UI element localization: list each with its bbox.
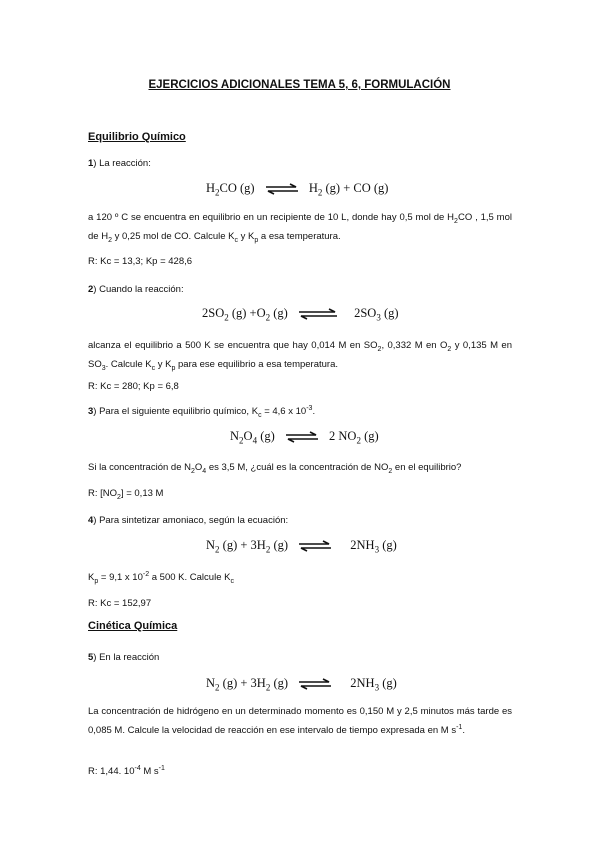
exercise-5-answer-unit-exponent: -1	[158, 764, 165, 772]
exercise-5-answer-unit: M s	[140, 766, 159, 777]
exercise-5-intro	[88, 648, 159, 667]
exercise-3-number: 3	[88, 406, 94, 417]
exercise-3-statement: Si la concentración de $N_2O_4$ es 3,5 M, ¿cuál es la concentración de $NO_2$ en el equilibrio?	[88, 462, 462, 475]
equilibrium-arrow-icon	[297, 540, 333, 552]
exercise-3-intro: 3) Para el siguiente equilibrio químico, $K_c = 4,6$ x $10^{-3}$.	[88, 404, 316, 419]
exercise-4-intro	[88, 511, 288, 530]
exercise-1-intro	[88, 154, 151, 173]
exercise-2-intro-text: ) Cuando la reacción:	[93, 284, 184, 295]
equation-4: $N_2$ $(g) + 3H_2$ (g) $2NH_3$ (g)	[206, 538, 397, 555]
exercise-5-intro-text: ) En la reacción	[93, 652, 160, 663]
equilibrium-arrow-icon	[264, 183, 300, 195]
exercise-3-kc: = 4,6 x 10	[261, 406, 307, 417]
exercise-4-statement: $K_p = 9,1$ x $10^{-2}$ a 500 K. Calcule $K_c$	[88, 570, 234, 585]
equilibrium-arrow-icon	[284, 431, 320, 443]
exercise-4-number: 4	[88, 515, 94, 526]
exercise-5-number: 5	[88, 652, 94, 663]
exercise-5-answer-exponent: -4	[134, 764, 141, 772]
equilibrium-arrow-icon	[297, 308, 339, 320]
exercise-2-statement: alcanza el equilibrio a 500 K se encuentra que hay 0,014 M en $SO_2$, 0,332 M en $O_2$ y 0,135 M en $SO_3$. Calcule $K_c$ y $K_p$ para ese equilibrio a esa temperatura.	[88, 340, 512, 372]
exercise-1-number: 1	[88, 158, 94, 169]
exercise-1-answer: R: Kc = 13,3; Kp = 428,6	[88, 256, 193, 267]
exercise-1-intro-text: ) La reacción:	[93, 158, 151, 169]
exercise-5-answer	[88, 762, 165, 781]
equation-2: $2SO_2$ $(g) +O_2$ (g) $2SO_3$ (g)	[202, 306, 399, 323]
equation-3: $N_2O_4$ (g) 2 $NO_2$ (g)	[230, 429, 379, 446]
section-heading-cinetica: Cinética Química	[88, 620, 178, 632]
exercise-1-statement: a 120 º C se encuentra en equilibrio en un recipiente de 10 L, donde hay 0,5 mol de $H_2CO$ , 1,5 mol de $H_2$ y 0,25 mol de CO. Calcule $K_c$ y $K_p$ a esa temperatura.	[88, 212, 512, 244]
exercise-3-answer: R: $[NO_2] = 0,13$ M	[88, 488, 164, 501]
equation-5: $N_2$ $(g) + 3H_2$ (g) $2NH_3$ (g)	[206, 676, 397, 693]
page-title: EJERCICIOS ADICIONALES TEMA 5, 6, FORMULACIÓN	[148, 79, 451, 91]
exercise-5-answer-value: R: 1,44. 10	[88, 766, 135, 777]
equilibrium-arrow-icon	[297, 678, 333, 690]
exercise-2-number: 2	[88, 284, 94, 295]
exercise-2-answer: R: Kc = 280; Kp = 6,8	[88, 381, 179, 392]
exercise-4-intro-text: ) Para sintetizar amoniaco, según la ecuación:	[93, 515, 289, 526]
equation-1: $H_2CO$ (g) $H_2$ (g) + CO (g)	[206, 181, 389, 198]
section-heading-equilibrio: Equilibrio Químico	[88, 131, 186, 143]
exercise-3-kc-exponent: -3	[306, 404, 313, 412]
exercise-3-answer-prefix: R: [NO	[88, 488, 118, 499]
exercise-3-intro-text: ) Para el siguiente equilibrio químico, K	[93, 406, 259, 417]
exercise-2-intro	[88, 280, 184, 299]
exercise-5-statement: La concentración de hidrógeno en un determinado momento es 0,150 M y 2,5 minutos más tarde es 0,085 M. Calcule la velocidad de reacción en ese intervalo de tiempo expresada en M $s^{-1}$.	[88, 706, 512, 736]
exercise-4-answer: R: Kc = 152,97	[88, 598, 152, 609]
